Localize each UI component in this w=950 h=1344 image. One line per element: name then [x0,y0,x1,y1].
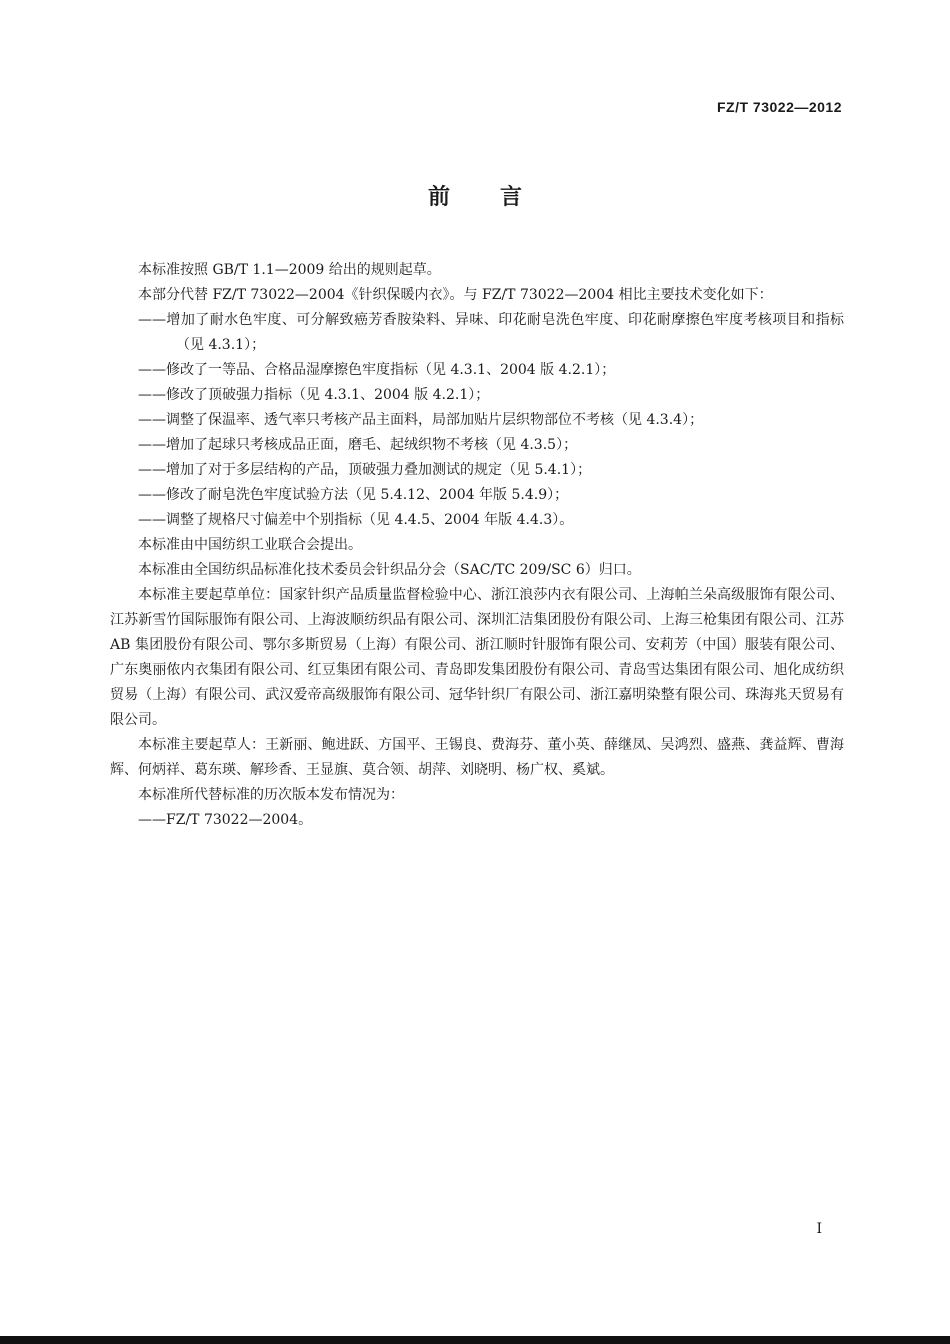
list-item: ——修改了耐皂洗色牢度试验方法（见 5.4.12、2004 年版 5.4.9）； [138,487,569,503]
paragraph: 本标准所代替标准的历次版本发布情况为： [138,787,404,803]
standard-code: FZ/T 73022—2012 [716,99,842,115]
paragraph: 本标准按照 GB/T 1.1—2009 给出的规则起草。 [138,262,441,278]
list-item: ——增加了耐水色牢度、可分解致癌芳香胺染料、异味、印花耐皂洗色牢度、印花耐摩擦色牢度考核项目和指标（见 4.3.1）； [138,312,844,353]
list-item: ——修改了一等品、合格品湿摩擦色牢度指标（见 4.3.1、2004 版 4.2.1）； [138,362,616,378]
list-item: ——FZ/T 73022—2004。 [138,812,313,828]
paragraph: 本部分代替 FZ/T 73022—2004《针织保暖内衣》。与 FZ/T 73022—2004 相比主要技术变化如下： [138,287,773,303]
paragraph: 本标准主要起草单位：国家针织产品质量监督检验中心、浙江浪莎内衣有限公司、上海帕兰朵高级服饰有限公司、江苏新雪竹国际服饰有限公司、上海波顺纺织品有限公司、深圳汇洁集团股份有限公司、上海三枪集团有限公司、江苏 AB 集团股份有限公司、鄂尔多斯贸易（上海）有限公司、浙江顺时针服饰有限公司、安莉芳（中国）服装有限公司、广东奥丽侬内衣集团有限公司、红豆集团有限公司、青岛即发集团股份有限公司、青岛雪达集团有限公司、旭化成纺织贸易（上海）有限公司、武汉爱帝高级服饰有限公司、冠华针织厂有限公司、浙江嘉明染整有限公司、珠海兆天贸易有限公司。 [110,587,844,728]
list-item: ——调整了规格尺寸偏差中个别指标（见 4.4.5、2004 年版 4.4.3）。 [138,512,574,528]
bottom-border [0,1336,950,1344]
list-item: ——修改了顶破强力指标（见 4.3.1、2004 版 4.2.1）； [138,387,490,403]
list-item: ——增加了起球只考核成品正面，磨毛、起绒织物不考核（见 4.3.5）； [138,437,578,453]
document-body [110,258,844,833]
list-item: ——调整了保温率、透气率只考核产品主面料，局部加贴片层织物部位不考核（见 4.3.4）； [138,412,704,428]
paragraph: 本标准由中国纺织工业联合会提出。 [138,537,362,553]
page-title: 前言 [427,185,572,210]
page-number: I [816,1221,822,1237]
list-item: ——增加了对于多层结构的产品，顶破强力叠加测试的规定（见 5.4.1）； [138,462,592,478]
paragraph: 本标准主要起草人：王新丽、鲍进跃、方国平、王锡良、费海芬、董小英、薛继凤、吴鸿烈、盛燕、龚益辉、曹海辉、何炳祥、葛东瑛、解珍香、王显旗、莫合领、胡萍、刘晓明、杨广权、奚斌。 [110,737,844,778]
paragraph: 本标准由全国纺织品标准化技术委员会针织品分会（SAC/TC 209/SC 6）归口。 [138,562,641,578]
